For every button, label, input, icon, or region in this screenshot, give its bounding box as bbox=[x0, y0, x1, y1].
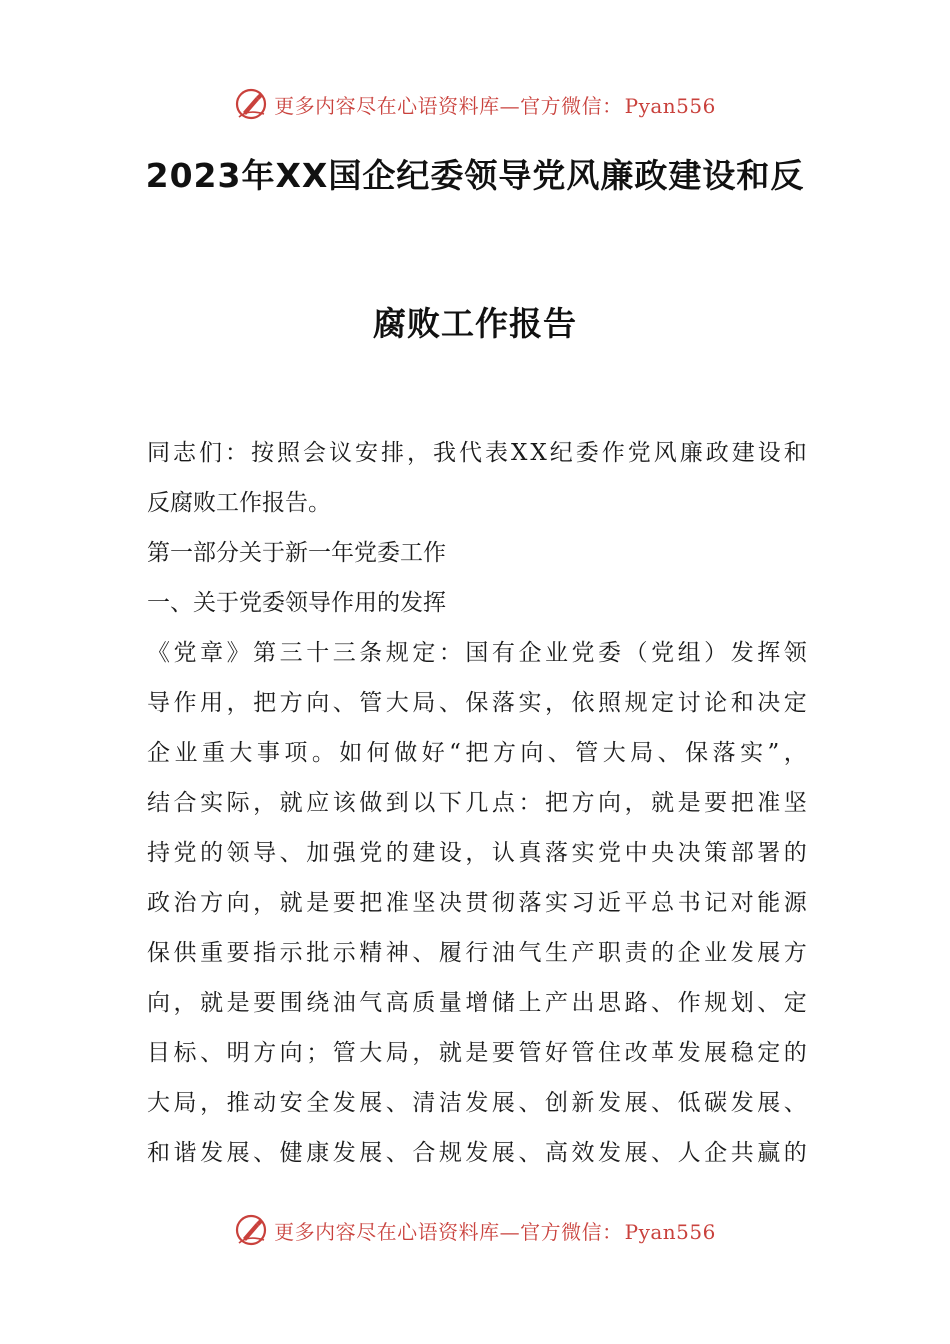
body-line: 政 治 方 向 ， 就 是 要 把 准 坚 决 贯 彻 落 实 习 近 平 总 书 记 对 能 源 bbox=[147, 890, 807, 916]
body-line: 目 标 、 明 方 向 ； 管 大 局 ， 就 是 要 管 好 管 住 改 革 发 展 稳 定 的 bbox=[147, 1040, 807, 1066]
body-line: 向 ， 就 是 要 围 绕 油 气 高 质 量 增 储 上 产 出 思 路 、 作 规 划 、 定 bbox=[147, 990, 807, 1016]
document-body bbox=[147, 428, 807, 1178]
watermark-text: 更多内容尽在心语资料库—官方微信： Pyan556 bbox=[274, 1219, 716, 1244]
body-line: 保 供 重 要 指 示 批 示 精 神 、 履 行 油 气 生 产 职 责 的 企 业 发 展 方 bbox=[147, 940, 807, 966]
body-line: 结 合 实 际 ， 就 应 该 做 到 以 下 几 点 ： 把 方 向 ， 就 是 要 把 准 坚 bbox=[147, 790, 807, 816]
body-line: 《 党 章 》 第 三 十 三 条 规 定 ： 国 有 企 业 党 委 （ 党 组 ） 发 挥 领 bbox=[147, 640, 807, 666]
body-line: 同 志 们 ： 按 照 会 议 安 排 ， 我 代 表 X X 纪 委 作 党 风 廉 政 建 设 和 bbox=[147, 440, 807, 466]
document-title-line-2: 腐败工作报告 bbox=[373, 304, 577, 343]
header-watermark bbox=[0, 82, 950, 126]
pen-logo-icon bbox=[234, 87, 268, 121]
subsection-heading: 一、关于党委领导作用的发挥 bbox=[147, 590, 446, 616]
body-line: 企 业 重 大 事 项 。 如 何 做 好 “ 把 方 向 、 管 大 局 、 保 落 实 ” ， bbox=[147, 740, 807, 766]
body-line: 反腐败工作报告。 bbox=[147, 490, 331, 516]
watermark-contact: Pyan556 bbox=[624, 93, 716, 118]
body-line: 持 党 的 领 导 、 加 强 党 的 建 设 ， 认 真 落 实 党 中 央 决 策 部 署 的 bbox=[147, 840, 807, 866]
watermark-contact: Pyan556 bbox=[624, 1219, 716, 1244]
body-line: 导 作 用 ， 把 方 向 、 管 大 局 、 保 落 实 ， 依 照 规 定 讨 论 和 决 定 bbox=[147, 690, 807, 716]
footer-watermark bbox=[0, 1208, 950, 1252]
section-heading: 第一部分关于新一年党委工作 bbox=[147, 540, 446, 566]
document-title-line-1: 2023年XX国企纪委领导党风廉政建设和反 bbox=[145, 156, 805, 195]
pen-logo-icon bbox=[234, 1213, 268, 1247]
watermark-text: 更多内容尽在心语资料库—官方微信： Pyan556 bbox=[274, 93, 716, 118]
body-line: 和 谐 发 展 、 健 康 发 展 、 合 规 发 展 、 高 效 发 展 、 人 企 共 赢 的 bbox=[147, 1140, 807, 1166]
body-line: 大 局 ， 推 动 安 全 发 展 、 清 洁 发 展 、 创 新 发 展 、 低 碳 发 展 、 bbox=[147, 1090, 807, 1116]
